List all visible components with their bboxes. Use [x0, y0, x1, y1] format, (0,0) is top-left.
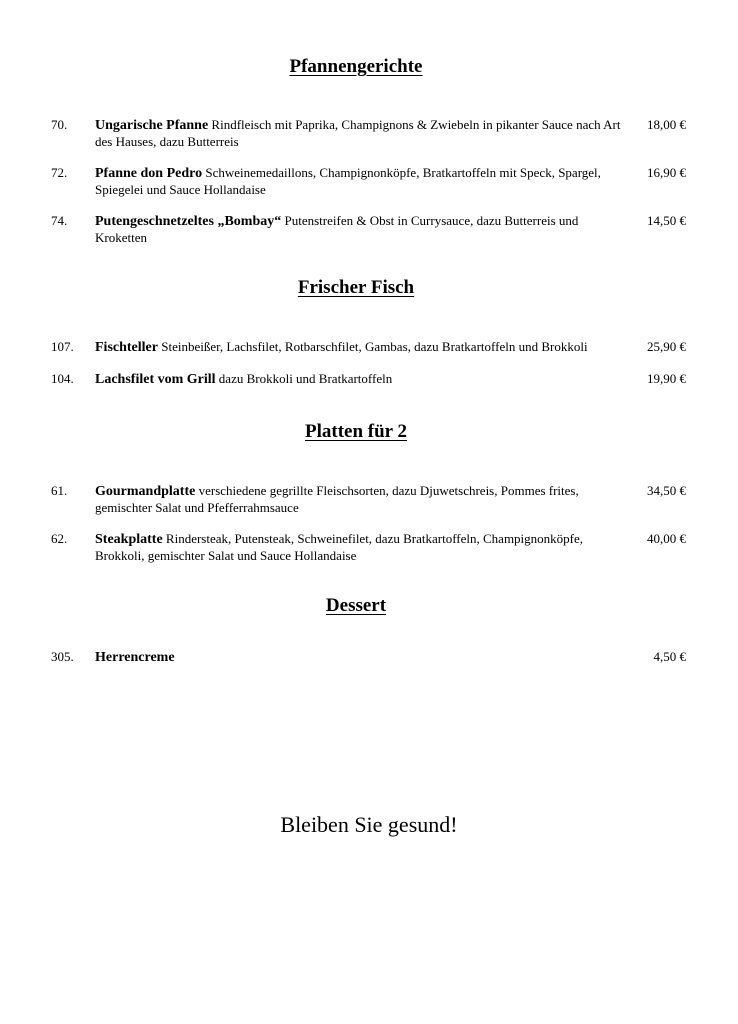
item-text	[95, 165, 625, 198]
item-description: Schweinemedaillons, Champignonköpfe, Bratkartoffeln mit Speck, Spargel, Spiegelei und Sauce Hollandaise	[95, 165, 601, 197]
item-name: Lachsfilet vom Grill	[95, 372, 216, 387]
item-price: 18,00 €	[647, 117, 686, 132]
item-description: Putenstreifen & Obst in Currysauce, dazu Butterreis und Kroketten	[95, 213, 579, 245]
item-name: Gourmandplatte	[95, 484, 196, 499]
item-price: 25,90 €	[647, 339, 686, 354]
item-number: 305.	[51, 649, 74, 664]
item-number: 62.	[51, 531, 68, 546]
item-name: Steakplatte	[95, 532, 163, 547]
item-number: 107.	[51, 339, 74, 354]
item-price: 19,90 €	[647, 371, 686, 386]
section-heading-dessert: Dessert	[325, 595, 387, 616]
item-price: 34,50 €	[647, 483, 686, 498]
item-number: 70.	[51, 117, 68, 132]
section-heading-platten: Platten für 2	[304, 421, 408, 442]
item-text	[95, 649, 625, 666]
item-text	[95, 371, 625, 388]
item-price: 40,00 €	[647, 531, 686, 546]
section-heading-frischer-fisch: Frischer Fisch	[297, 277, 415, 298]
item-description: verschiedene gegrillte Fleischsorten, dazu Djuwetschreis, Pommes frites, gemischter Salat und Pfefferrahmsauce	[95, 483, 579, 515]
item-price: 16,90 €	[647, 165, 686, 180]
closing-message: Bleiben Sie gesund!	[280, 812, 458, 837]
item-name: Putengeschnetzeltes „Bombay“	[95, 214, 282, 229]
item-name: Herrencreme	[95, 650, 175, 665]
item-description: Rindfleisch mit Paprika, Champignons & Zwiebeln in pikanter Sauce nach Art des Hauses, dazu Butterreis	[95, 117, 621, 149]
item-number: 74.	[51, 213, 68, 228]
item-name: Pfanne don Pedro	[95, 166, 203, 181]
item-description: Steinbeißer, Lachsfilet, Rotbarschfilet, Gambas, dazu Bratkartoffeln und Brokkoli	[161, 339, 588, 354]
item-number: 61.	[51, 483, 68, 498]
item-price: 14,50 €	[647, 213, 686, 228]
item-description: Rindersteak, Putensteak, Schweinefilet, dazu Bratkartoffeln, Champignonköpfe, Brokkoli, gemischter Salat und Sauce Hollandaise	[95, 531, 584, 563]
item-text	[95, 213, 625, 246]
item-text	[95, 117, 625, 150]
item-number: 104.	[51, 371, 74, 386]
item-name: Ungarische Pfanne	[95, 118, 209, 133]
item-number: 72.	[51, 165, 68, 180]
item-name: Fischteller	[95, 340, 158, 355]
item-description: dazu Brokkoli und Bratkartoffeln	[218, 371, 393, 386]
item-price: 4,50 €	[653, 649, 686, 664]
item-text	[95, 531, 625, 564]
item-text	[95, 339, 625, 356]
item-text	[95, 483, 625, 516]
section-heading-pfannengerichte: Pfannengerichte	[289, 56, 423, 77]
